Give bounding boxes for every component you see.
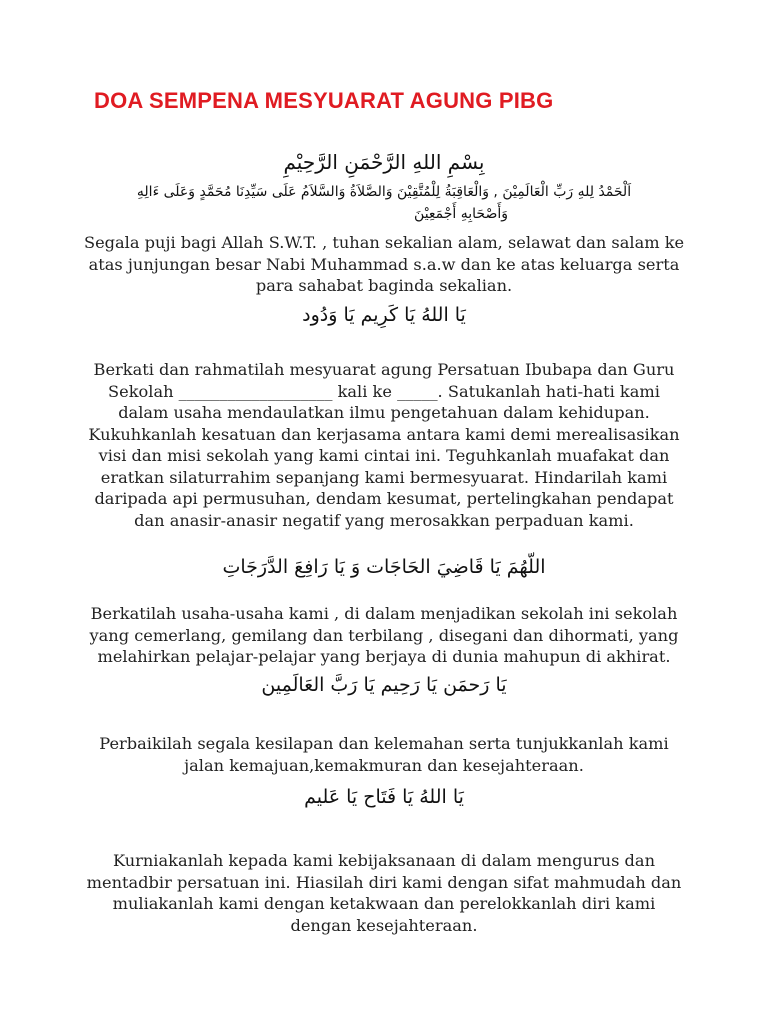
paragraph-line: dalam usaha mendaulatkan ilmu pengetahuan dalam kehidupan. [118,403,650,422]
paragraph-line: daripada api permusuhan, dendam kesumat, pertelingkahan pendapat [94,489,674,508]
paragraph-line: yang cemerlang, gemilang dan terbilang , disegani dan dihormati, yang [89,625,679,645]
paragraph-line: para sahabat baginda sekalian. [255,276,513,295]
paragraph-bless-efforts [84,603,684,668]
arabic-ya-allah-karim: يَا اللهُ يَا كَرِيم يَا وَدُود [302,304,466,326]
paragraph-line: dan anasir-anasir negatif yang merosakkan perpaduan kami. [134,510,634,530]
paragraph-line: jalan kemajuan,kemakmuran dan kesejahteraan. [184,755,584,775]
paragraph-line: visi dan misi sekolah yang kami cintai ini. Teguhkanlah muafakat dan [98,446,670,465]
paragraph-line: Berkati dan rahmatilah mesyuarat agung Persatuan Ibubapa dan Guru [93,360,675,379]
paragraph-praise [84,232,684,297]
arabic-ya-rahman: يَا رَحمَن يَا رَحِيم يَا رَبَّ العَالَمِين [261,674,507,696]
paragraph-line: Kurniakanlah kepada kami kebijaksanaan di dalam mengurus dan [112,851,655,870]
paragraph-line: Kukuhkanlah kesatuan dan kerjasama antara kami demi merealisasikan [88,424,680,444]
arabic-hamd-line-2: وَأَصْحَابِهِ أَجْمَعِيْنَ [414,206,508,222]
paragraph-bless-meeting [84,359,684,531]
arabic-ya-fattah: يَا اللهُ يَا فَتَاح يَا عَليم [304,786,464,808]
arabic-basmala: بِسْمِ اللهِ الرَّحْمَنِ الرَّحِيْمِ [283,150,485,174]
paragraph-wisdom [84,850,684,936]
paragraph-improve [84,733,684,776]
paragraph-line: melahirkan pelajar-pelajar yang berjaya di dunia mahupun di akhirat. [97,647,671,666]
paragraph-line: Sekolah ___________________ kali ke _____. Satukanlah hati-hati kami [108,381,660,401]
paragraph-line: Segala puji bagi Allah S.W.T. , tuhan sekalian alam, selawat dan salam ke [84,233,685,252]
page-title: DOA SEMPENA MESYUARAT AGUNG PIBG [94,88,554,113]
paragraph-line: Berkatilah usaha-usaha kami , di dalam menjadikan sekolah ini sekolah [90,604,678,623]
paragraph-line: dengan kesejahteraan. [290,915,478,935]
arabic-hamd-line-1: اَلْحَمْدُ لِلهِ رَبِّ الْعَالَمِيْنَ , وَالْعَاقِبَةُ لِلْمُتَّقِيْنَ وَالصَّلاَةُ وَالسَّلاَمُ عَلَى سَيِّدِنَا مُحَمَّدٍ وَعَلَى ءَالِهِ [136,184,632,200]
paragraph-line: mentadbir persatuan ini. Hiasilah diri kami dengan sifat mahmudah dan [86,872,682,892]
paragraph-line: atas junjungan besar Nabi Muhammad s.a.w dan ke atas keluarga serta [88,254,680,274]
paragraph-line: muliakanlah kami dengan ketakwaan dan perelokkanlah diri kami [112,894,656,913]
arabic-hamd-line-2-wrapper [60,206,708,222]
paragraph-line: eratkan silaturrahim sepanjang kami bermesyuarat. Hindarilah kami [100,467,668,487]
arabic-allahumma: اللّهُمَ يَا قَاضِيَ الحَاجَات وَ يَا رَافِعَ الدَّرَجَاتِ [222,556,546,578]
paragraph-line: Perbaikilah segala kesilapan dan kelemahan serta tunjukkanlah kami [99,734,669,753]
